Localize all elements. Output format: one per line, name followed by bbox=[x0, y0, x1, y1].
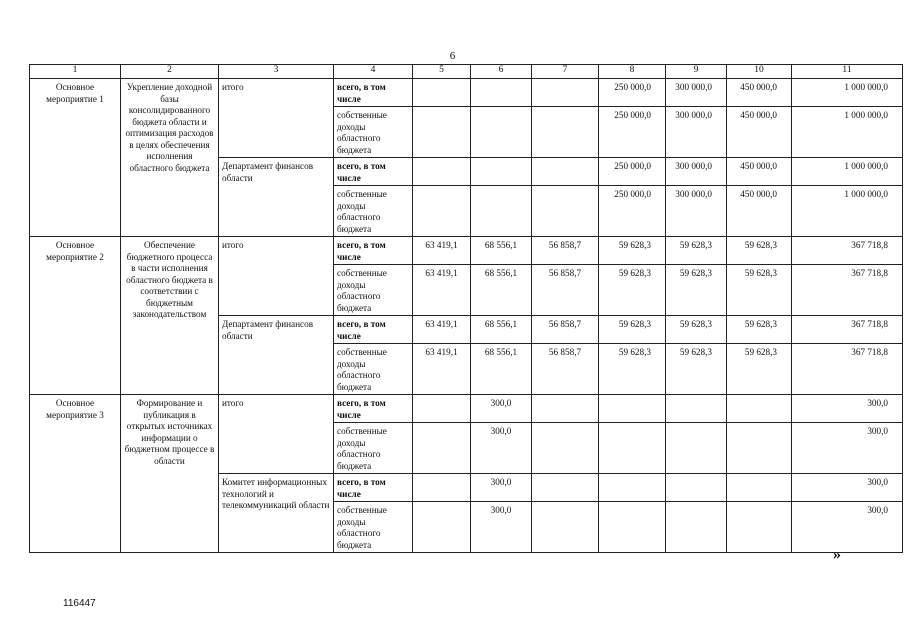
value-cell: 59 628,3 bbox=[599, 316, 666, 344]
value-cell bbox=[727, 423, 792, 474]
value-cell bbox=[413, 423, 471, 474]
executor-cell: Департамент финансов области bbox=[219, 158, 334, 237]
funding-source: собственные доходы областного бюджета bbox=[334, 107, 413, 158]
executor-cell: итого bbox=[219, 395, 334, 474]
value-cell bbox=[599, 395, 666, 423]
measure-description: Укрепление доходной базы консолидированного бюджета области и оптимизация расходов в целях обеспечения исполнения областного бюджета bbox=[121, 79, 219, 237]
value-cell bbox=[532, 107, 599, 158]
table-row bbox=[30, 237, 903, 265]
value-cell: 300,0 bbox=[471, 423, 532, 474]
value-cell: 68 556,1 bbox=[471, 344, 532, 395]
value-cell: 56 858,7 bbox=[532, 237, 599, 265]
table-row bbox=[30, 395, 903, 423]
funding-source: собственные доходы областного бюджета bbox=[334, 502, 413, 553]
funding-source: собственные доходы областного бюджета bbox=[334, 265, 413, 316]
value-cell: 1 000 000,0 bbox=[792, 186, 903, 237]
header-row bbox=[30, 65, 903, 79]
value-cell: 300 000,0 bbox=[666, 186, 727, 237]
table-row bbox=[30, 79, 903, 107]
measure-name: Основное мероприятие 1 bbox=[30, 79, 121, 237]
executor-cell: Департамент финансов области bbox=[219, 316, 334, 395]
value-cell: 68 556,1 bbox=[471, 316, 532, 344]
funding-source: собственные доходы областного бюджета bbox=[334, 186, 413, 237]
value-cell bbox=[471, 186, 532, 237]
value-cell: 63 419,1 bbox=[413, 237, 471, 265]
value-cell: 367 718,8 bbox=[792, 316, 903, 344]
value-cell: 450 000,0 bbox=[727, 79, 792, 107]
value-cell bbox=[727, 474, 792, 502]
value-cell: 250 000,0 bbox=[599, 186, 666, 237]
continuation-mark: » bbox=[833, 546, 841, 563]
value-cell bbox=[599, 502, 666, 553]
value-cell: 367 718,8 bbox=[792, 265, 903, 316]
value-cell: 68 556,1 bbox=[471, 265, 532, 316]
value-cell bbox=[413, 395, 471, 423]
value-cell: 300 000,0 bbox=[666, 79, 727, 107]
column-header: 1 bbox=[30, 65, 121, 79]
page-number: 6 bbox=[449, 50, 456, 62]
value-cell: 300,0 bbox=[471, 395, 532, 423]
value-cell bbox=[666, 474, 727, 502]
funding-source: всего, в том числе bbox=[334, 158, 413, 186]
value-cell: 59 628,3 bbox=[727, 316, 792, 344]
value-cell: 300,0 bbox=[792, 502, 903, 553]
value-cell bbox=[532, 474, 599, 502]
value-cell: 68 556,1 bbox=[471, 237, 532, 265]
value-cell bbox=[413, 474, 471, 502]
value-cell: 450 000,0 bbox=[727, 107, 792, 158]
value-cell: 63 419,1 bbox=[413, 344, 471, 395]
measure-name: Основное мероприятие 3 bbox=[30, 395, 121, 553]
funding-source: всего, в том числе bbox=[334, 395, 413, 423]
column-header: 2 bbox=[121, 65, 219, 79]
value-cell bbox=[599, 423, 666, 474]
value-cell bbox=[413, 158, 471, 186]
value-cell: 56 858,7 bbox=[532, 344, 599, 395]
value-cell: 300 000,0 bbox=[666, 158, 727, 186]
value-cell bbox=[666, 395, 727, 423]
value-cell bbox=[599, 474, 666, 502]
funding-source: собственные доходы областного бюджета bbox=[334, 423, 413, 474]
value-cell bbox=[471, 158, 532, 186]
value-cell: 59 628,3 bbox=[666, 237, 727, 265]
value-cell bbox=[413, 107, 471, 158]
value-cell: 300,0 bbox=[792, 474, 903, 502]
value-cell bbox=[413, 186, 471, 237]
value-cell: 63 419,1 bbox=[413, 265, 471, 316]
value-cell: 300,0 bbox=[792, 423, 903, 474]
value-cell bbox=[666, 502, 727, 553]
value-cell: 1 000 000,0 bbox=[792, 79, 903, 107]
value-cell bbox=[532, 423, 599, 474]
executor-cell: итого bbox=[219, 79, 334, 158]
column-header: 8 bbox=[599, 65, 666, 79]
value-cell: 250 000,0 bbox=[599, 158, 666, 186]
value-cell: 367 718,8 bbox=[792, 344, 903, 395]
value-cell bbox=[471, 79, 532, 107]
funding-source: всего, в том числе bbox=[334, 237, 413, 265]
funding-source: всего, в том числе bbox=[334, 316, 413, 344]
value-cell: 63 419,1 bbox=[413, 316, 471, 344]
value-cell: 59 628,3 bbox=[599, 344, 666, 395]
column-header: 4 bbox=[334, 65, 413, 79]
value-cell: 59 628,3 bbox=[666, 316, 727, 344]
value-cell: 250 000,0 bbox=[599, 107, 666, 158]
funding-source: всего, в том числе bbox=[334, 79, 413, 107]
value-cell: 59 628,3 bbox=[599, 265, 666, 316]
value-cell bbox=[532, 186, 599, 237]
value-cell bbox=[413, 502, 471, 553]
column-header: 9 bbox=[666, 65, 727, 79]
value-cell: 450 000,0 bbox=[727, 158, 792, 186]
column-header: 5 bbox=[413, 65, 471, 79]
value-cell: 59 628,3 bbox=[727, 237, 792, 265]
value-cell: 300,0 bbox=[471, 474, 532, 502]
measure-description: Формирование и публикация в открытых источниках информации о бюджетном процессе в области bbox=[121, 395, 219, 553]
column-header: 3 bbox=[219, 65, 334, 79]
document-code: 116447 bbox=[63, 598, 96, 609]
value-cell bbox=[666, 423, 727, 474]
value-cell: 450 000,0 bbox=[727, 186, 792, 237]
value-cell: 59 628,3 bbox=[666, 344, 727, 395]
value-cell: 300 000,0 bbox=[666, 107, 727, 158]
funding-source: всего, в том числе bbox=[334, 474, 413, 502]
column-header: 11 bbox=[792, 65, 903, 79]
value-cell bbox=[727, 502, 792, 553]
measure-description: Обеспечение бюджетного процесса в части исполнения областного бюджета в соответствии с бюджетным законодательством bbox=[121, 237, 219, 395]
value-cell: 250 000,0 bbox=[599, 79, 666, 107]
value-cell: 59 628,3 bbox=[666, 265, 727, 316]
executor-cell: Комитет информационных технологий и телекоммуникаций области bbox=[219, 474, 334, 553]
value-cell: 1 000 000,0 bbox=[792, 158, 903, 186]
value-cell: 300,0 bbox=[471, 502, 532, 553]
column-header: 10 bbox=[727, 65, 792, 79]
value-cell bbox=[471, 107, 532, 158]
value-cell: 59 628,3 bbox=[599, 237, 666, 265]
executor-cell: итого bbox=[219, 237, 334, 316]
value-cell: 56 858,7 bbox=[532, 316, 599, 344]
value-cell bbox=[532, 395, 599, 423]
value-cell: 1 000 000,0 bbox=[792, 107, 903, 158]
value-cell: 300,0 bbox=[792, 395, 903, 423]
value-cell bbox=[727, 395, 792, 423]
value-cell bbox=[532, 158, 599, 186]
column-header: 6 bbox=[471, 65, 532, 79]
value-cell: 59 628,3 bbox=[727, 344, 792, 395]
measure-name: Основное мероприятие 2 bbox=[30, 237, 121, 395]
value-cell: 367 718,8 bbox=[792, 237, 903, 265]
budget-table bbox=[29, 64, 903, 553]
value-cell bbox=[532, 502, 599, 553]
funding-source: собственные доходы областного бюджета bbox=[334, 344, 413, 395]
value-cell: 56 858,7 bbox=[532, 265, 599, 316]
value-cell bbox=[413, 79, 471, 107]
value-cell bbox=[532, 79, 599, 107]
column-header: 7 bbox=[532, 65, 599, 79]
value-cell: 59 628,3 bbox=[727, 265, 792, 316]
